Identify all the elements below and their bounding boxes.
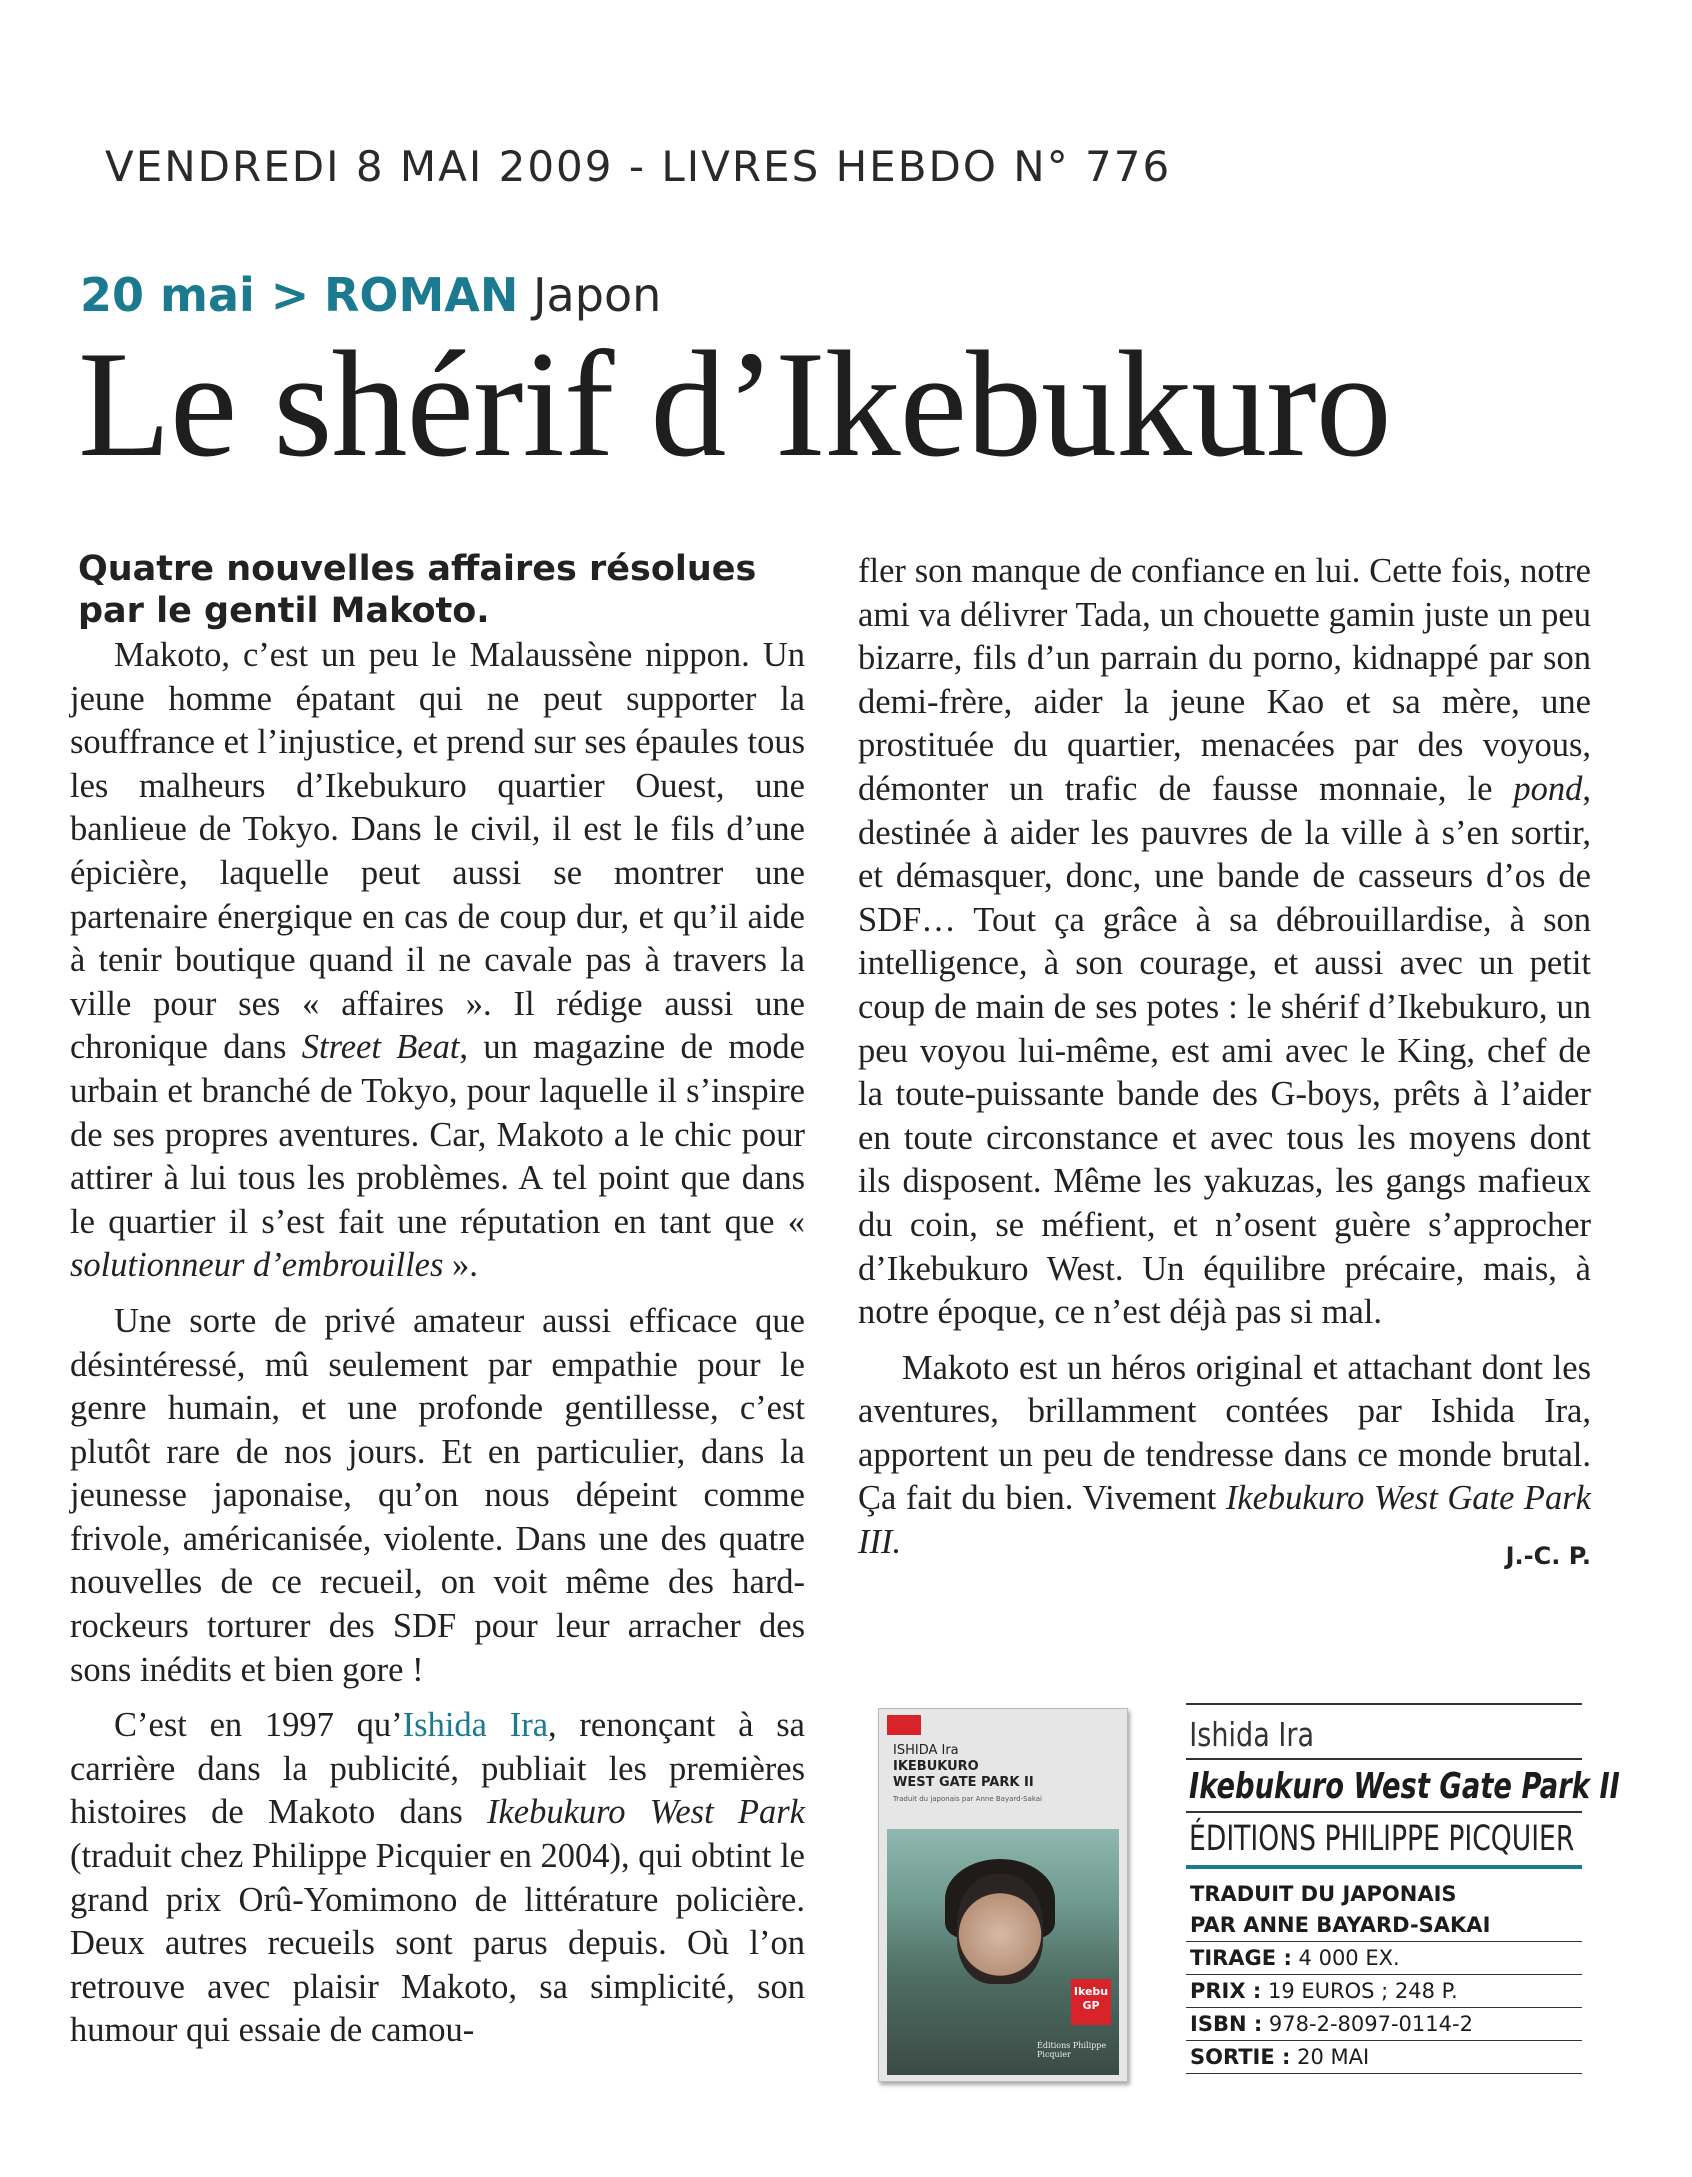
cover-photo <box>887 1829 1119 2075</box>
book-cover-image <box>878 1708 1128 2082</box>
issue-header: VENDREDI 8 MAI 2009 - LIVRES HEBDO N° 776 <box>105 142 1172 191</box>
article-column-1 <box>70 548 805 2053</box>
info-prix: PRIX : 19 EUROS ; 248 P. <box>1186 1975 1582 2008</box>
paragraph-2: Une sorte de privé amateur aussi efficace que désintéressé, mû seulement par empathie pour le genre humain, et une profonde gentillesse, c’est plutôt rare de nos jours. Et en particulier, dans la jeunesse japonaise, qu’on nous dépeint comme frivole, américanisée, violente. Dans une des quatre nouvelles de ce recueil, on voit même des hard-rockeurs torturer des SDF pour leur arracher des sons inédits et bien gore ! <box>70 1301 805 1689</box>
kicker-date: 20 mai > <box>80 268 310 322</box>
info-tirage: TIRAGE : 4 000 EX. <box>1186 1941 1582 1975</box>
article-title: Le shérif d’Ikebukuro <box>78 320 1391 488</box>
info-book-title: Ikebukuro West Gate Park II <box>1189 1766 1620 1807</box>
paragraph-1: Makoto, c’est un peu le Malaussène nippon. Un jeune homme épatant qui ne peut supporter la souffrance et l’injustice, et prend sur ses épaules tous les malheurs d’Ikebukuro quartier Ouest, une banlieue de Tokyo. Dans le civil, il est le fils d’une épicière, laquelle peut aussi se montrer une partenaire énergique en cas de coup dur, et qu’il aide à tenir boutique quand il ne cavale pas à travers la ville pour ses « affaires ». Il rédige aussi une chronique dans Street Beat, un magazine de mode urbain et branché de Tokyo, pour laquelle il s’inspire de ses propres aventures. Car, Makoto a le chic pour attirer à lui tous les problèmes. A tel point que dans le quartier il s’est fait une réputation en tant que « solutionneur d’embrouilles ». <box>70 636 805 1285</box>
paragraph-3: C’est en 1997 qu’Ishida Ira, renonçant à sa carrière dans la publicité, publiait les premières histoires de Makoto dans Ikebukuro West Park (traduit chez Philippe Picquier en 2004), qui obtint le grand prix Orû-Yomimono de littérature policière. Deux autres recueils sont parus depuis. Où l’on retrouve avec plaisir Makoto, sa simplicité, son humour qui essaie de camou- <box>70 1706 805 2050</box>
info-editor: ÉDITIONS PHILIPPE PICQUIER <box>1189 1819 1575 1859</box>
byline: J.-C. P. <box>1505 1541 1591 1570</box>
paragraph-5: Makoto est un héros original et attachant dont les aventures, brillamment contées par Ishida Ira, apportent un peu de tendresse dans ce monde brutal. Ça fait du bien. Vivement Ikebukuro West Gate Park III. <box>858 1348 1591 1562</box>
cover-title-2: WEST GATE PARK II <box>893 1775 1034 1790</box>
article-lead: Quatre nouvelles affaires résolues par le gentil Makoto. <box>78 549 757 631</box>
cover-title-block <box>893 1743 1113 1807</box>
kicker-country: Japon <box>532 268 662 322</box>
cover-red-tab <box>887 1715 921 1735</box>
author-highlight: Ishida Ira <box>402 1706 549 1745</box>
info-sortie: SORTIE : 20 MAI <box>1186 2041 1582 2074</box>
paragraph-4: fler son manque de confiance en lui. Cette fois, notre ami va délivrer Tada, un chouette gamin juste un peu bizarre, fils d’un parrain du porno, kidnappé par son demi-frère, aider la jeune Kao et sa mère, une prostituée du quartier, menacées par des voyous, démonter un trafic de fausse monnaie, le pond, destinée à aider les pauvres de la ville à s’en sortir, et démasquer, donc, une bande de casseurs d’os de SDF… Tout ça grâce à sa débrouillardise, à son intelligence, à son courage, et aussi avec un petit coup de main de ses potes : le shérif d’Ikebukuro, un peu voyou lui-même, est ami avec le King, chef de la toute-puissante bande des G-boys, prêts à l’aider en toute circonstance et avec tous les moyens dont ils disposent. Même les yakuzas, les gangs mafieux du coin, se méfient, et n’osent guère s’approcher d’Ikebukuro West. Un équilibre précaire, mais, à notre époque, ce n’est déjà pas si mal. <box>858 552 1591 1332</box>
info-author: Ishida Ira <box>1189 1715 1315 1754</box>
section-kicker <box>80 268 661 322</box>
cover-publisher: Éditions Philippe Picquier <box>1037 2041 1107 2059</box>
article-column-2 <box>858 550 1591 1578</box>
cover-title-1: IKEBUKURO <box>893 1759 979 1774</box>
kicker-genre: ROMAN <box>323 268 519 322</box>
cover-series-badge: Ikebu GP <box>1071 1979 1111 2025</box>
book-info-box <box>1186 1703 1620 2074</box>
info-translated: TRADUIT DU JAPONAIS PAR ANNE BAYARD-SAKAI <box>1190 1882 1491 1937</box>
cover-face-shape <box>957 1874 1043 1984</box>
cover-author: ISHIDA Ira <box>893 1743 959 1758</box>
info-isbn: ISBN : 978-2-8097-0114-2 <box>1186 2008 1582 2041</box>
cover-subtitle: Traduit du japonais par Anne Bayard-Sakai <box>893 1795 1042 1803</box>
